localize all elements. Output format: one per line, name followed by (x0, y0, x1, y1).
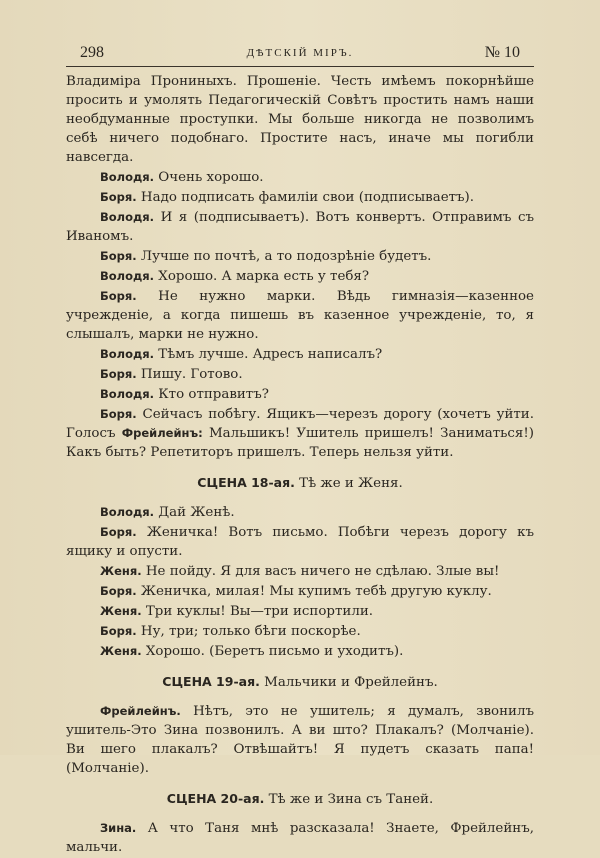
speaker-name: Володя. (100, 269, 155, 283)
issue-number: № 10 (484, 44, 520, 61)
dialogue-line (66, 622, 534, 641)
scene-title: СЦЕНА 20-ая. (166, 791, 265, 806)
speaker-name: Боря. (100, 624, 137, 638)
speech-text: Мальшикъ! Ушитель пришелъ! Заниматься!) Какъ быть? Репетиторъ пришелъ. Теперь нельзя уйти. (66, 426, 534, 460)
paragraph: Владиміра Прониныхъ. Прошеніе. Честь имѣемъ покорнѣйше просить и умолять Педагогическій Совѣтъ простить намъ наши необдуманные проступки. Мы больше никогда не позволимъ себѣ ничего подобнаго. Простите насъ, иначе мы погибли навсегда. (66, 74, 534, 165)
page-body (66, 72, 534, 858)
scene-heading (66, 473, 534, 493)
dialogue-line (66, 345, 534, 364)
speech-text: Дай Женѣ. (158, 505, 235, 520)
dialogue-line (66, 562, 534, 581)
speaker-name: Боря. (100, 190, 137, 204)
speech-text: Тѣмъ лучше. Адресъ написалъ? (158, 347, 383, 362)
speaker-name: Боря. (100, 407, 137, 421)
dialogue-line (66, 702, 534, 778)
scene-title: СЦЕНА 18-ая. (197, 475, 295, 490)
speaker-name: Зина. (100, 821, 137, 835)
dialogue-line (66, 365, 534, 384)
speaker-name: Володя. (100, 347, 155, 361)
speech-text: Хорошо. (Беретъ письмо и уходитъ). (145, 644, 404, 659)
scene-cast: Мальчики и Фрейлейнъ. (264, 675, 438, 690)
dialogue-line (66, 208, 534, 246)
scene-cast: Тѣ же и Женя. (299, 476, 403, 491)
scene-title: СЦЕНА 19-ая. (162, 674, 260, 689)
speech-text: И я (подписываетъ). Вотъ конвертъ. Отправимъ съ Иваномъ. (66, 210, 534, 244)
dialogue-line (66, 287, 534, 344)
running-header (66, 44, 534, 67)
speaker-name: Боря. (100, 584, 137, 598)
speech-text: Пишу. Готово. (140, 367, 243, 382)
speaker-name: Боря. (100, 289, 137, 303)
scene-heading (66, 789, 534, 809)
page-number: 298 (80, 44, 104, 61)
speech-text: Женичка! Вотъ письмо. Побѣги черезъ дорогу къ ящику и опусти. (66, 525, 534, 559)
dialogue-line (66, 503, 534, 522)
speech-text: Не нужно марки. Вѣдь гимназія—казенное учрежденіе, а когда пишешь въ казенное учрежденіе, то, я слышалъ, марки не нужно. (66, 289, 534, 342)
scene-heading (66, 672, 534, 692)
dialogue-line (66, 247, 534, 266)
dialogue-line (66, 523, 534, 561)
speaker-name: Женя. (100, 564, 142, 578)
speaker-name: Фрейлейнъ. (100, 704, 181, 718)
speaker-name: Боря. (100, 249, 137, 263)
dialogue-line (66, 168, 534, 187)
speaker-name: Боря. (100, 525, 137, 539)
speech-text: Очень хорошо. (158, 170, 264, 185)
speaker-name: Боря. (100, 367, 137, 381)
speaker-name: Женя. (100, 644, 142, 658)
speech-text: Ну, три; только бѣги поскорѣе. (140, 624, 361, 639)
speech-text: Три куклы! Вы—три испортили. (145, 604, 374, 619)
speech-text: Женичка, милая! Мы купимъ тебѣ другую куклу. (140, 584, 492, 599)
speaker-name: Володя. (100, 387, 155, 401)
speech-text: Кто отправитъ? (158, 387, 269, 402)
journal-title: ДѢТСКІЙ МІРЪ. (246, 47, 354, 59)
speaker-name: Володя. (100, 170, 155, 184)
scene-cast: Тѣ же и Зина съ Таней. (268, 792, 434, 807)
speaker-name: Володя. (100, 210, 155, 224)
dialogue-line (66, 642, 534, 661)
dialogue-line (66, 819, 534, 857)
speech-text: А что Таня мнѣ разсказала! Знаете, Фрейлейнъ, мальчи. (66, 821, 534, 855)
dialogue-line (66, 582, 534, 601)
speech-text: Не пойду. Я для васъ ничего не сдѣлаю. Злые вы! (145, 564, 500, 579)
dialogue-line (66, 267, 534, 286)
speech-text: Хорошо. А марка есть у тебя? (158, 269, 370, 284)
dialogue-line (66, 188, 534, 207)
speech-text: Сейчасъ побѣгу. Ящикъ—черезъ дорогу (хочетъ уйти. Голосъ (66, 407, 534, 441)
dialogue-line (66, 405, 534, 462)
dialogue-line (66, 602, 534, 621)
speech-text: Надо подписать фамиліи свои (подписываетъ). (140, 190, 475, 205)
speaker-name: Фрейлейнъ: (121, 426, 203, 440)
speech-text: Лучше по почтѣ, а то подозрѣніе будетъ. (140, 249, 432, 264)
speaker-name: Володя. (100, 505, 155, 519)
speaker-name: Женя. (100, 604, 142, 618)
dialogue-line (66, 385, 534, 404)
speech-text: Нѣтъ, это не ушитель; я думалъ, звонилъ ушитель-Это Зина позвонилъ. А ви што? Плакалъ? (Молчаніе). Ви шего плакалъ? Отвѣшайтъ! Я пудетъ сказать папа! (Молчаніе). (66, 704, 534, 776)
